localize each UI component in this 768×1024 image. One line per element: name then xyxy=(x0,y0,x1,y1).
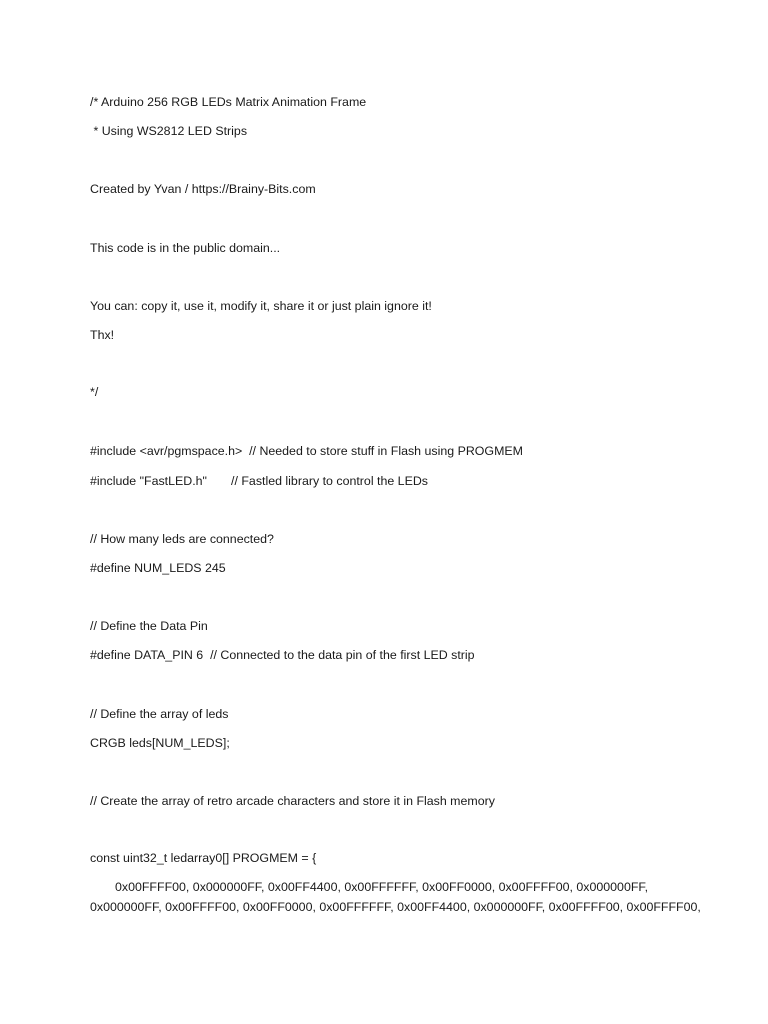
arcade-array-comment: // Create the array of retro arcade characters and store it in Flash memory xyxy=(90,794,495,808)
author-line: Created by Yvan / https://Brainy-Bits.com xyxy=(90,182,316,196)
define-data-pin-line: #define DATA_PIN 6 // Connected to the data pin of the first LED strip xyxy=(90,648,475,662)
ledarray-values-line-2: 0x000000FF, 0x00FFFF00, 0x00FF0000, 0x00FFFFFF, 0x00FF4400, 0x000000FF, 0x00FFFF00, 0x00FFFF00, xyxy=(90,900,701,914)
define-num-leds-line: #define NUM_LEDS 245 xyxy=(90,561,226,575)
data-pin-comment: // Define the Data Pin xyxy=(90,619,208,633)
comment-subtitle-line: * Using WS2812 LED Strips xyxy=(90,124,248,138)
crgb-declaration-line: CRGB leds[NUM_LEDS]; xyxy=(90,736,230,750)
include-pgmspace-line: #include <avr/pgmspace.h> // Needed to store stuff in Flash using PROGMEM xyxy=(90,444,523,458)
comment-close-line: */ xyxy=(90,385,99,399)
usage-line: You can: copy it, use it, modify it, share it or just plain ignore it! xyxy=(90,299,432,313)
license-line: This code is in the public domain... xyxy=(90,241,281,255)
include-fastled-line: #include "FastLED.h" // Fastled library to control the LEDs xyxy=(90,474,428,488)
leds-count-comment: // How many leds are connected? xyxy=(90,532,274,546)
comment-header-line: /* Arduino 256 RGB LEDs Matrix Animation Frame xyxy=(90,95,367,109)
ledarray-values-line-1: 0x00FFFF00, 0x000000FF, 0x00FF4400, 0x00FFFFFF, 0x00FF0000, 0x00FFFF00, 0x000000FF, xyxy=(115,880,649,894)
ledarray-declaration-line: const uint32_t ledarray0[] PROGMEM = { xyxy=(90,851,317,865)
leds-array-comment: // Define the array of leds xyxy=(90,707,229,721)
thanks-line: Thx! xyxy=(90,328,115,342)
